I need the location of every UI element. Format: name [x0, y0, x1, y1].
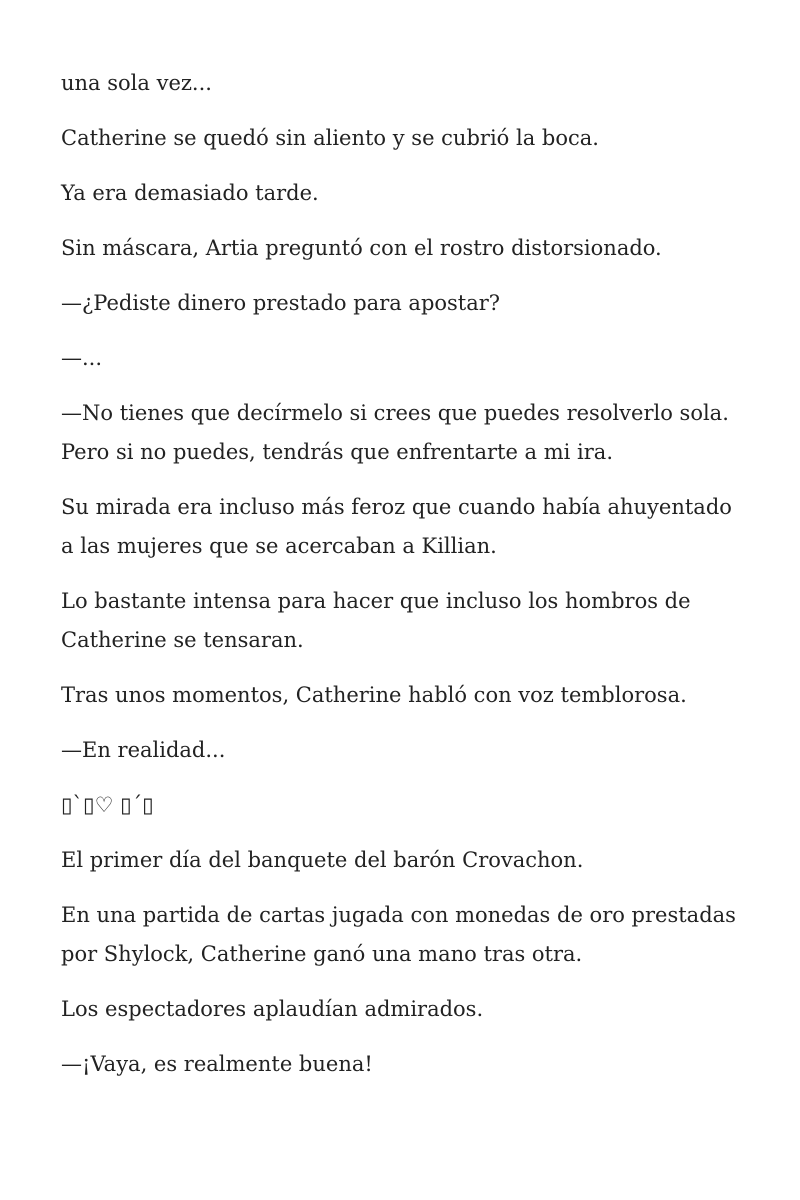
- dialogue-line: —¡Vaya, es realmente buena!: [61, 1052, 373, 1076]
- dialogue-line: —...: [61, 346, 103, 370]
- text-paragraph: Sin máscara, Artia preguntó con el rostro distorsionado.: [61, 236, 662, 260]
- text-paragraph: Su mirada era incluso más feroz que cuando había ahuyentado a las mujeres que se acercaban a Killian.: [61, 495, 732, 558]
- reader-page: [61, 64, 751, 1100]
- text-paragraph: En una partida de cartas jugada con monedas de oro prestadas por Shylock, Catherine ganó una mano tras otra.: [61, 903, 736, 966]
- dialogue-line: —No tienes que decírmelo si crees que puedes resolverlo sola. Pero si no puedes, tendrás que enfrentarte a mi ira.: [61, 401, 729, 464]
- text-paragraph: Tras unos momentos, Catherine habló con voz temblorosa.: [61, 683, 687, 707]
- text-paragraph: Catherine se quedó sin aliento y se cubrió la boca.: [61, 126, 599, 150]
- scene-divider: ▯`▯♡ ▯´▯: [61, 793, 154, 817]
- text-paragraph: una sola vez...: [61, 71, 212, 95]
- text-paragraph: Lo bastante intensa para hacer que incluso los hombros de Catherine se tensaran.: [61, 589, 691, 652]
- text-paragraph: Ya era demasiado tarde.: [61, 181, 319, 205]
- text-paragraph: Los espectadores aplaudían admirados.: [61, 997, 484, 1021]
- text-paragraph: El primer día del banquete del barón Crovachon.: [61, 848, 584, 872]
- dialogue-line: —En realidad...: [61, 738, 226, 762]
- dialogue-line: —¿Pediste dinero prestado para apostar?: [61, 291, 501, 315]
